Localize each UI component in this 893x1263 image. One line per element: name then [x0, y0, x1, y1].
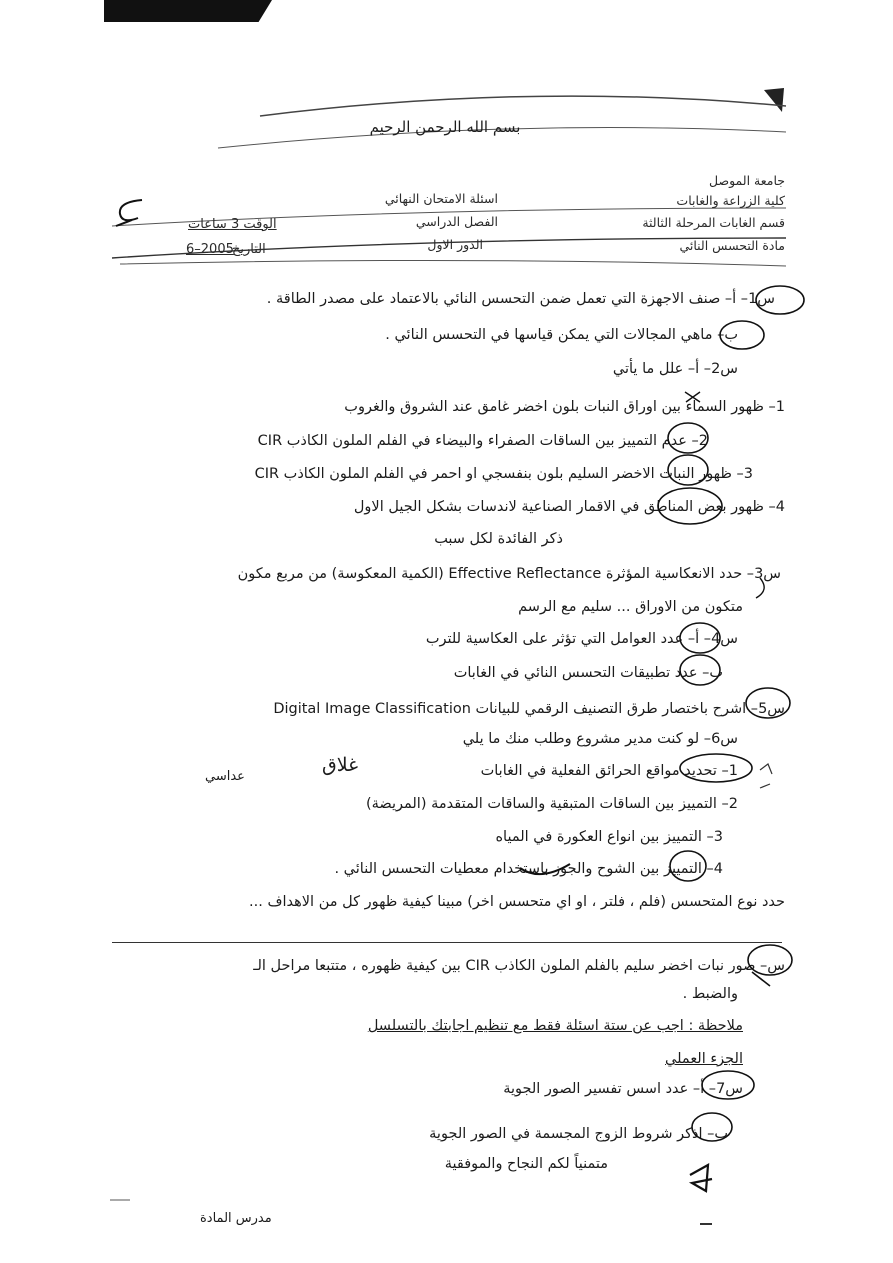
exam-note: ملاحظة : اجب عن ستة اسئلة فقط مع تنظيم اجابتك بالتسلسل: [367, 1018, 743, 1034]
question-1a: س1– أ– صنف الاجهزة التي تعمل ضمن التحسس النائي بالاعتماد على مصدر الطاقة .: [266, 291, 775, 307]
question-3-cont: متكون من الاوراق ... سليم مع الرسم: [518, 599, 743, 615]
question-3: س3– حدد الانعكاسية المؤثرة Effective Reflectance (الكمية المعكوسة) من مربع مكون: [237, 566, 781, 582]
question-2: س2– أ– علل ما يأتي: [612, 361, 738, 377]
question-4a: س4– أ– عدد العوامل التي تؤثر على العكاسية للترب: [425, 631, 738, 647]
question-6-note: حدد نوع المتحسس (فلم ، فلتر ، او اي متحسس اخر) مبينا كيفية ظهور كل من الاهداف ...: [249, 894, 785, 910]
question-6-1: 1– تحديد مواقع الحرائق الفعلية في الغابات: [480, 763, 738, 779]
question-6-3: 3– التمييز بين انواع العكورة في المياه: [495, 829, 723, 845]
question-6: س6– لو كنت مدير مشروع وطلب منك ما يلي: [462, 731, 738, 747]
question-cir-cont: والضبط .: [682, 986, 738, 1002]
header-semester: الفصل الدراسي: [415, 214, 498, 229]
header-subject: مادة التحسس النائي: [679, 238, 785, 253]
header-round: الدور الاول: [427, 237, 483, 252]
header-department: قسم الغابات المرحلة الثالثة: [642, 215, 785, 230]
question-1b: ب– ماهي المجالات التي يمكن قياسها في التحسس النائي .: [385, 327, 738, 343]
header-exam-title: اسئلة الامتحان النهائي: [384, 191, 498, 206]
teacher-signature-label: مدرس المادة: [200, 1211, 272, 1226]
question-7b: ب– اذكر شروط الزوج المجسمة في الصور الجوية: [429, 1126, 728, 1142]
question-2-4: 4– ظهور بعض المناطق في الاقمار الصناعية لاندسات بشكل الجيل الاول: [353, 499, 785, 515]
header-date-value: 6–2005: [186, 242, 234, 257]
question-6-4: 4– التمييز بين الشوح والجوز باستخدام معطيات التحسس النائي .: [334, 861, 723, 877]
question-4b: ب– عدد تطبيقات التحسس النائي في الغابات: [453, 665, 723, 681]
handwritten-word-2: عداسي: [205, 769, 245, 784]
question-cir: س– صور نبات اخضر سليم بالفلم الملون الكاذب CIR بين كيفية ظهوره ، متتبعا مراحل الـ: [253, 958, 785, 974]
question-2-3: 3– ظهور النبات الاخضر السليم بلون بنفسجي او احمر في الفلم الملون الكاذب CIR: [254, 466, 753, 482]
question-5: س5– اشرح باختصار طرق التصنيف الرقمي للبيانات Digital Image Classification: [273, 701, 785, 717]
closing-wish: متمنياً لكم النجاح والموفقية: [444, 1156, 608, 1172]
practical-heading: الجزء العملي: [665, 1051, 743, 1067]
question-6-2: 2– التمييز بين الساقات المتبقية والساقات المتقدمة (المريضة): [365, 796, 738, 812]
header-college: كلية الزراعة والغابات: [676, 193, 785, 208]
header-university: جامعة الموصل: [709, 173, 785, 188]
handwritten-word-1: غلاق: [322, 754, 359, 776]
basmala: بسم الله الرحمن الرحيم: [369, 118, 521, 136]
question-2-2: 2– عدم التمييز بين الساقات الصفراء والبيضاء في الفلم الملون الكاذب CIR: [257, 433, 708, 449]
header-time: الوقت 3 ساعات: [188, 217, 277, 232]
question-2-1: 1– ظهور السماء بين اوراق النبات بلون اخضر غامق عند الشروق والغروب: [344, 399, 785, 415]
question-2-note: ذكر الفائدة لكل سبب: [434, 531, 563, 547]
question-7a: س7– أ– عدد اسس تفسير الصور الجوية: [503, 1081, 743, 1097]
header-date-label: التاريخ: [232, 242, 266, 257]
